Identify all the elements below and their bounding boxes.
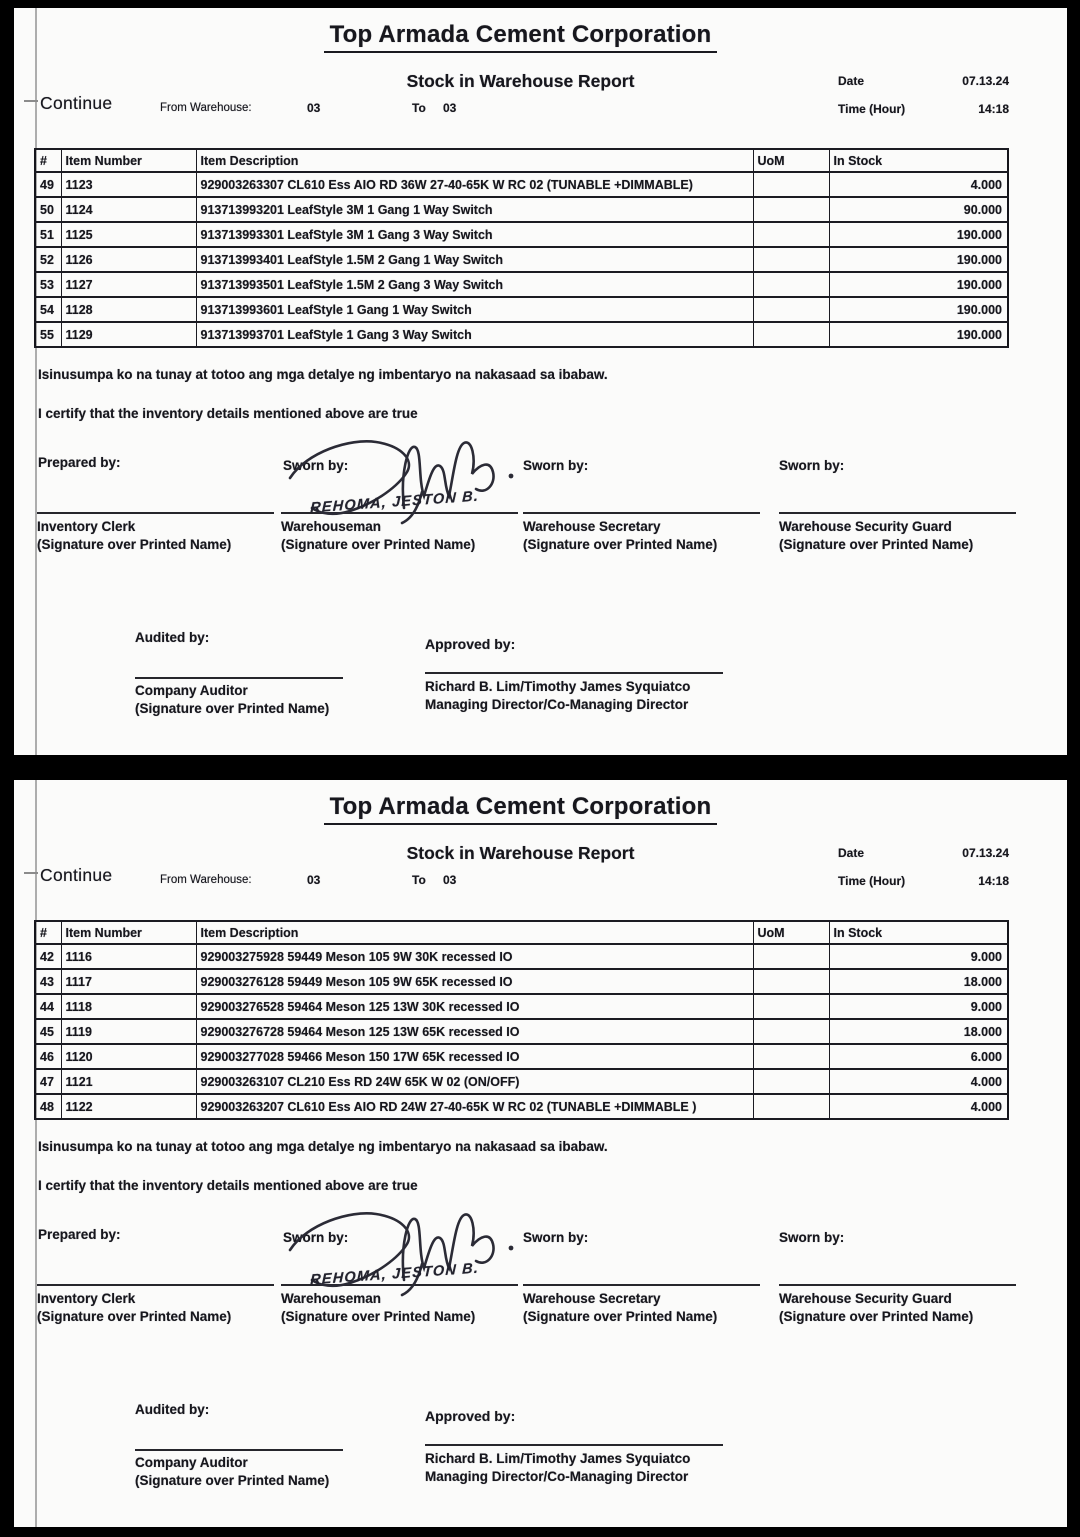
col-header-uom: UoM — [753, 149, 829, 172]
report-page-1 — [14, 8, 1067, 755]
date-label: Date — [838, 846, 865, 860]
oath-tagalog: Isinusumpa ko na tunay at totoo ang mga detalye ng imbentaryo na nakasaad sa ibabaw. — [38, 1139, 608, 1154]
sworn-by-heading-guard: Sworn by: — [779, 1230, 845, 1245]
to-label: To — [412, 101, 426, 115]
table-cell: 18.000 — [829, 1019, 1008, 1044]
auditor-note: (Signature over Printed Name) — [135, 701, 330, 716]
signatory-block-secretary — [523, 1290, 717, 1326]
signatory-role: Warehouseman — [281, 519, 382, 534]
table-cell — [753, 994, 829, 1019]
col-header-item-number: Item Number — [61, 921, 196, 944]
report-title: Stock in Warehouse Report — [406, 843, 635, 863]
table-cell: 54 — [35, 297, 61, 322]
table-row — [35, 247, 1008, 272]
table-cell: 50 — [35, 197, 61, 222]
table-cell: 44 — [35, 994, 61, 1019]
handwritten-signature — [272, 434, 702, 530]
date-label: Date — [838, 74, 865, 88]
table-cell: 1119 — [61, 1019, 196, 1044]
signature-line — [37, 512, 274, 514]
table-cell: 1121 — [61, 1069, 196, 1094]
date-value: 07.13.24 — [962, 74, 1009, 88]
signatory-role: Warehouse Security Guard — [779, 1291, 952, 1306]
signature-line — [37, 1284, 274, 1286]
auditor-note: (Signature over Printed Name) — [135, 1473, 330, 1488]
signatory-block-secretary — [523, 518, 717, 554]
table-cell: 1129 — [61, 322, 196, 347]
table-cell: 47 — [35, 1069, 61, 1094]
table-cell: 1123 — [61, 172, 196, 197]
table-cell: 43 — [35, 969, 61, 994]
signatory-role: Inventory Clerk — [37, 519, 136, 534]
table-cell: 913713993201 LeafStyle 3M 1 Gang 1 Way Switch — [196, 197, 753, 222]
signatory-role: Warehouseman — [281, 1291, 382, 1306]
signatory-note: (Signature over Printed Name) — [779, 537, 974, 552]
from-warehouse-value: 03 — [307, 873, 321, 887]
signatory-block-warehouseman — [281, 1290, 475, 1326]
signatory-block-inventory-clerk — [37, 1290, 231, 1326]
signature-scribble-icon — [272, 434, 702, 530]
table-cell: 190.000 — [829, 272, 1008, 297]
signatory-role: Warehouse Secretary — [523, 1291, 661, 1306]
signatory-note: (Signature over Printed Name) — [281, 1309, 476, 1324]
from-warehouse-value: 03 — [307, 101, 321, 115]
company-name-wrap — [14, 793, 1027, 825]
table-cell: 929003275928 59449 Meson 105 9W 30K recessed IO — [196, 944, 753, 969]
table-cell: 49 — [35, 172, 61, 197]
approver-name: Richard B. Lim/Timothy James Syquiatco — [425, 679, 691, 694]
signatory-role: Warehouse Security Guard — [779, 519, 952, 534]
signature-line — [135, 677, 343, 679]
col-header-item-description: Item Description — [196, 149, 753, 172]
signature-line — [779, 1284, 1016, 1286]
approver-title: Managing Director/Co-Managing Director — [425, 1469, 689, 1484]
table-cell — [753, 172, 829, 197]
signature-line — [523, 1284, 760, 1286]
table-cell: 1128 — [61, 297, 196, 322]
audited-by-heading: Audited by: — [135, 1402, 210, 1417]
sworn-by-heading-warehouseman: Sworn by: — [283, 458, 349, 473]
table-cell — [753, 322, 829, 347]
table-cell — [753, 944, 829, 969]
signature-handwritten-name: REHOMA, JESTON B. — [310, 488, 480, 517]
table-cell: 1116 — [61, 944, 196, 969]
audited-by-heading: Audited by: — [135, 630, 210, 645]
auditor-role: Company Auditor — [135, 683, 248, 698]
signature-line — [135, 1449, 343, 1451]
table-cell: 53 — [35, 272, 61, 297]
table-row — [35, 272, 1008, 297]
table-cell: 4.000 — [829, 1094, 1008, 1119]
continue-label: Continue — [40, 865, 113, 885]
table-cell: 929003277028 59466 Meson 150 17W 65K recessed IO — [196, 1044, 753, 1069]
col-header-item-description: Item Description — [196, 921, 753, 944]
table-cell: 1118 — [61, 994, 196, 1019]
table-cell: 190.000 — [829, 322, 1008, 347]
table-row — [35, 297, 1008, 322]
table-row — [35, 1019, 1008, 1044]
time-value: 14:18 — [978, 874, 1009, 888]
table-cell: 913713993501 LeafStyle 1.5M 2 Gang 3 Way Switch — [196, 272, 753, 297]
table-cell: 46 — [35, 1044, 61, 1069]
signatory-note: (Signature over Printed Name) — [523, 537, 718, 552]
table-cell: 190.000 — [829, 297, 1008, 322]
table-cell: 929003263307 CL610 Ess AIO RD 36W 27-40-65K W RC 02 (TUNABLE +DIMMABLE) — [196, 172, 753, 197]
signatory-block-guard — [779, 1290, 973, 1326]
signature-handwritten-name: REHOMA, JESTON B. — [310, 1260, 480, 1289]
table-cell: 6.000 — [829, 1044, 1008, 1069]
table-cell: 4.000 — [829, 1069, 1008, 1094]
sworn-by-heading-secretary: Sworn by: — [523, 458, 589, 473]
table-row — [35, 1069, 1008, 1094]
table-row — [35, 322, 1008, 347]
signature-scribble-icon — [272, 1206, 702, 1302]
prepared-by-heading: Prepared by: — [38, 455, 121, 470]
report-page-2 — [14, 780, 1067, 1527]
approver-title: Managing Director/Co-Managing Director — [425, 697, 689, 712]
signatory-note: (Signature over Printed Name) — [281, 537, 476, 552]
table-row — [35, 944, 1008, 969]
table-cell: 1120 — [61, 1044, 196, 1069]
table-header-row — [35, 149, 1008, 172]
table-cell: 42 — [35, 944, 61, 969]
table-cell: 190.000 — [829, 247, 1008, 272]
table-cell: 51 — [35, 222, 61, 247]
table-cell — [753, 297, 829, 322]
approved-by-heading: Approved by: — [425, 1408, 516, 1424]
signatory-role: Inventory Clerk — [37, 1291, 136, 1306]
table-row — [35, 197, 1008, 222]
scan-fold-line — [35, 8, 37, 755]
company-name: Top Armada Cement Corporation — [324, 21, 718, 53]
approver-name: Richard B. Lim/Timothy James Syquiatco — [425, 1451, 691, 1466]
col-header-num: # — [35, 149, 61, 172]
table-cell — [753, 969, 829, 994]
scan-fold-line — [35, 780, 37, 1527]
sworn-by-heading-secretary: Sworn by: — [523, 1230, 589, 1245]
table-cell: 1124 — [61, 197, 196, 222]
signatory-block-warehouseman — [281, 518, 475, 554]
company-name: Top Armada Cement Corporation — [324, 793, 718, 825]
scan-artifact-tick — [24, 100, 38, 102]
col-header-in-stock: In Stock — [829, 921, 1008, 944]
time-label: Time (Hour) — [838, 874, 906, 888]
table-row — [35, 1094, 1008, 1119]
table-cell: 913713993301 LeafStyle 3M 1 Gang 3 Way Switch — [196, 222, 753, 247]
signature-line — [425, 672, 723, 674]
stock-table — [34, 148, 1009, 348]
table-cell: 52 — [35, 247, 61, 272]
table-header-row — [35, 921, 1008, 944]
table-row — [35, 222, 1008, 247]
table-cell: 1127 — [61, 272, 196, 297]
signatory-note: (Signature over Printed Name) — [37, 537, 232, 552]
signatory-note: (Signature over Printed Name) — [37, 1309, 232, 1324]
stock-table — [34, 920, 1009, 1120]
signatory-role: Warehouse Secretary — [523, 519, 661, 534]
to-warehouse-value: 03 — [443, 101, 457, 115]
col-header-uom: UoM — [753, 921, 829, 944]
table-body — [35, 172, 1008, 347]
table-cell: 9.000 — [829, 994, 1008, 1019]
prepared-by-heading: Prepared by: — [38, 1227, 121, 1242]
time-value: 14:18 — [978, 102, 1009, 116]
report-title: Stock in Warehouse Report — [406, 71, 635, 91]
table-cell — [753, 1094, 829, 1119]
table-row — [35, 969, 1008, 994]
table-body — [35, 944, 1008, 1119]
scan-artifact-tick — [24, 872, 38, 874]
company-name-wrap — [14, 21, 1027, 53]
col-header-item-number: Item Number — [61, 149, 196, 172]
table-cell: 1126 — [61, 247, 196, 272]
signature-line — [425, 1444, 723, 1446]
table-cell — [753, 1044, 829, 1069]
handwritten-signature — [272, 1206, 702, 1302]
table-cell — [753, 272, 829, 297]
signature-line — [281, 1284, 518, 1286]
oath-tagalog: Isinusumpa ko na tunay at totoo ang mga detalye ng imbentaryo na nakasaad sa ibabaw. — [38, 367, 608, 382]
table-cell: 1125 — [61, 222, 196, 247]
table-cell: 929003276528 59464 Meson 125 13W 30K recessed IO — [196, 994, 753, 1019]
from-warehouse-label: From Warehouse: — [160, 102, 252, 114]
to-warehouse-value: 03 — [443, 873, 457, 887]
approved-by-heading: Approved by: — [425, 636, 516, 652]
sworn-by-heading-warehouseman: Sworn by: — [283, 1230, 349, 1245]
col-header-num: # — [35, 921, 61, 944]
signature-line — [779, 512, 1016, 514]
table-cell: 55 — [35, 322, 61, 347]
oath-english: I certify that the inventory details mentioned above are true — [38, 406, 418, 421]
table-cell — [753, 1019, 829, 1044]
to-label: To — [412, 873, 426, 887]
table-cell: 4.000 — [829, 172, 1008, 197]
signatory-note: (Signature over Printed Name) — [523, 1309, 718, 1324]
table-cell: 45 — [35, 1019, 61, 1044]
table-cell: 913713993401 LeafStyle 1.5M 2 Gang 1 Way Switch — [196, 247, 753, 272]
table-cell: 929003263207 CL610 Ess AIO RD 24W 27-40-65K W RC 02 (TUNABLE +DIMMABLE ) — [196, 1094, 753, 1119]
table-cell: 18.000 — [829, 969, 1008, 994]
table-cell — [753, 197, 829, 222]
signature-line — [281, 512, 518, 514]
table-row — [35, 172, 1008, 197]
sworn-by-heading-guard: Sworn by: — [779, 458, 845, 473]
table-cell: 913713993601 LeafStyle 1 Gang 1 Way Switch — [196, 297, 753, 322]
table-cell: 913713993701 LeafStyle 1 Gang 3 Way Switch — [196, 322, 753, 347]
table-cell: 929003276128 59449 Meson 105 9W 65K recessed IO — [196, 969, 753, 994]
table-cell: 90.000 — [829, 197, 1008, 222]
table-cell — [753, 247, 829, 272]
signatory-note: (Signature over Printed Name) — [779, 1309, 974, 1324]
table-cell: 1122 — [61, 1094, 196, 1119]
date-value: 07.13.24 — [962, 846, 1009, 860]
signatory-block-guard — [779, 518, 973, 554]
table-cell: 48 — [35, 1094, 61, 1119]
signature-line — [523, 512, 760, 514]
col-header-in-stock: In Stock — [829, 149, 1008, 172]
table-cell — [753, 1069, 829, 1094]
oath-english: I certify that the inventory details mentioned above are true — [38, 1178, 418, 1193]
table-cell: 929003276728 59464 Meson 125 13W 65K recessed IO — [196, 1019, 753, 1044]
table-cell — [753, 222, 829, 247]
auditor-role: Company Auditor — [135, 1455, 248, 1470]
table-cell: 9.000 — [829, 944, 1008, 969]
table-cell: 190.000 — [829, 222, 1008, 247]
from-warehouse-label: From Warehouse: — [160, 874, 252, 886]
table-row — [35, 994, 1008, 1019]
table-cell: 1117 — [61, 969, 196, 994]
time-label: Time (Hour) — [838, 102, 906, 116]
continue-label: Continue — [40, 93, 113, 113]
table-cell: 929003263107 CL210 Ess RD 24W 65K W 02 (ON/OFF) — [196, 1069, 753, 1094]
table-row — [35, 1044, 1008, 1069]
signatory-block-inventory-clerk — [37, 518, 231, 554]
